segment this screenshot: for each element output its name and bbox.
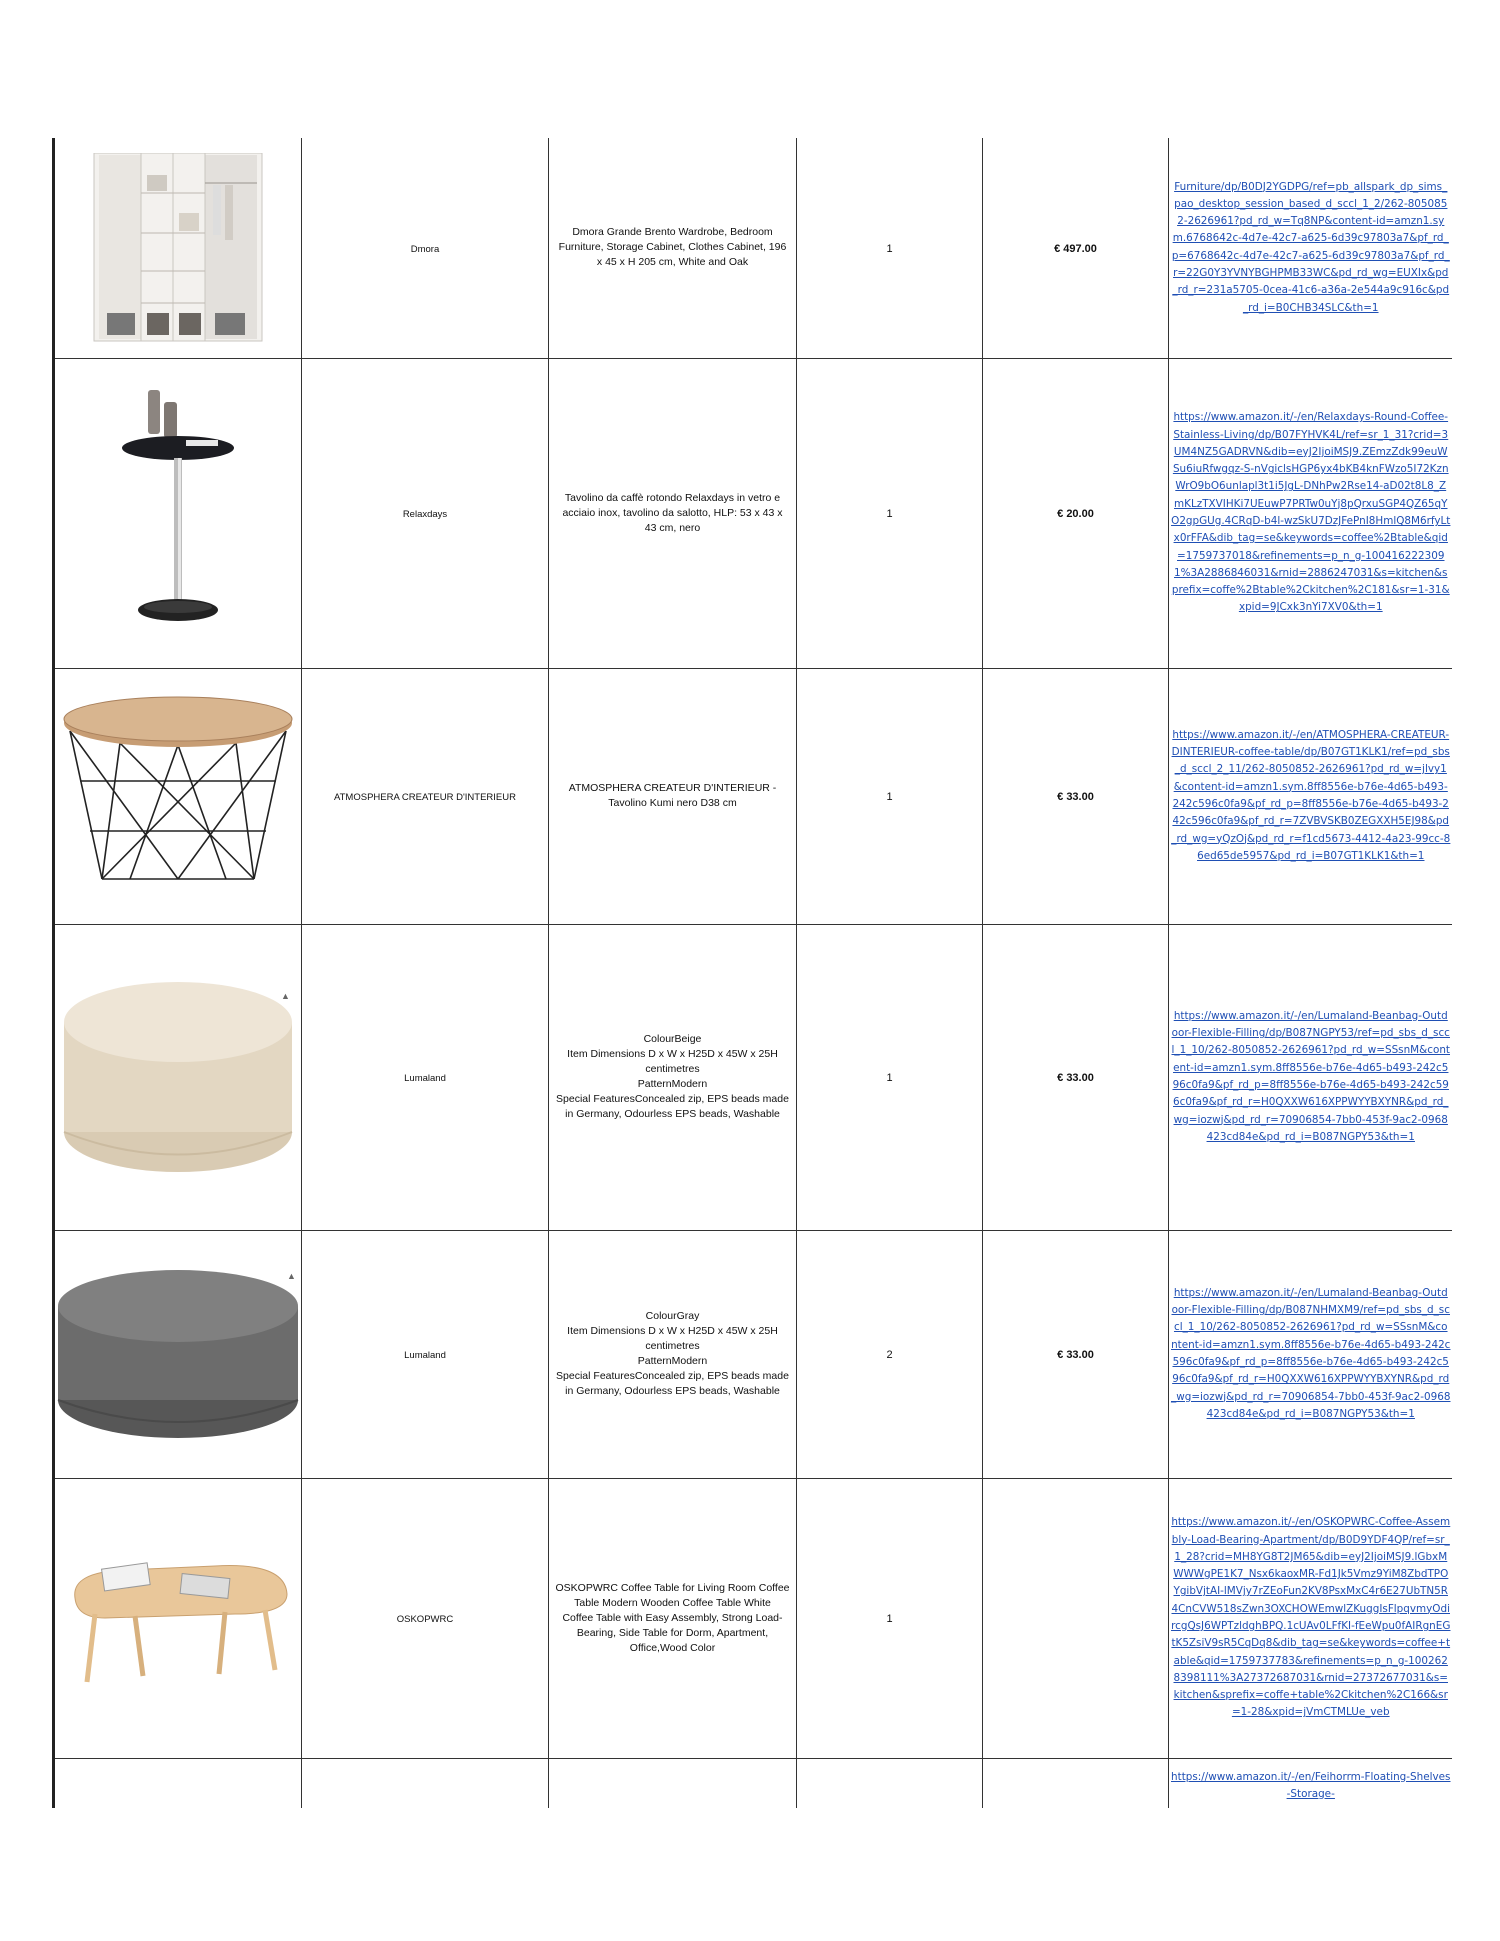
url-cell (1169, 138, 1453, 358)
description-line: Coffee Table with Easy Assembly, Strong Load- (562, 1611, 783, 1624)
description-line: Furniture, Storage Cabinet, Clothes Cabinet, 196 (558, 241, 787, 254)
description-line: centimetres (645, 1340, 700, 1352)
table-row (54, 924, 1453, 1230)
product-link[interactable]: Furniture/dp/B0DJ2YGDPG/ref=pb_allspark_dp_sims_pao_desktop_session_based_d_sccl_1_2/262-8050852-2626961?pd_rd_w=Tq8NP&content-id=amzn1.sym.6768642c-4d7e-42c7-a625-6d39c97803a7&pf_rd_p=6768642c-4d7e-42c7-a625-6d39c97803a7&pf_rd_r=22G0Y3YVNYBGHPMB33WC&pd_rd_wg=EUXIx&pd_rd_r=231a5705-0cea-41c6-a36a-2e544a9c916c&pd_rd_i=B0CHB34SLC&th=1 (1171, 180, 1450, 314)
description-text (549, 781, 796, 811)
brand-cell (302, 1230, 549, 1478)
quantity-value: 1 (886, 242, 893, 255)
quantity-cell (797, 138, 983, 358)
brand-text: Relaxdays (402, 509, 448, 520)
table-row (54, 1758, 1453, 1808)
quantity-cell (797, 668, 983, 924)
url-cell (1169, 668, 1453, 924)
price-cell (983, 924, 1169, 1230)
price-cell (983, 1758, 1169, 1808)
product-image-cell (54, 138, 302, 358)
description-line: x 45 x H 205 cm, White and Oak (596, 256, 749, 269)
price-value: € 33.00 (1057, 1072, 1094, 1084)
brand-cell (302, 1758, 549, 1808)
description-text (549, 1032, 796, 1122)
description-cell (549, 358, 797, 668)
table-row (54, 668, 1453, 924)
brand-text: Lumaland (404, 1073, 446, 1084)
description-line: ColourBeige (643, 1033, 702, 1045)
table-row (54, 138, 1453, 358)
url-cell (1169, 1758, 1453, 1808)
product-image-cell (54, 1478, 302, 1758)
brand-text: OSKOPWRC (396, 1614, 454, 1625)
brand-cell (302, 358, 549, 668)
quantity-value: 1 (886, 791, 893, 803)
price-value: € 33.00 (1057, 1349, 1094, 1361)
description-line: centimetres (645, 1063, 700, 1075)
quantity-cell (797, 1758, 983, 1808)
description-line: Special FeaturesConcealed zip, EPS beads made (556, 1370, 789, 1382)
table-row (54, 1230, 1453, 1478)
description-line: Table Modern Wooden Coffee Table White (574, 1596, 771, 1609)
quantity-value: 1 (886, 1072, 893, 1084)
brand-cell (302, 924, 549, 1230)
description-line: acciaio inox, tavolino da salotto, HLP: 53 x 43 x (562, 506, 783, 519)
description-line: PatternModern (637, 1078, 708, 1090)
description-cell (549, 1230, 797, 1478)
quantity-cell (797, 1230, 983, 1478)
lock-icon: ▲ (287, 1270, 296, 1281)
description-text (549, 225, 796, 270)
product-link[interactable]: https://www.amazon.it/-/en/Feihorrm-Floating-Shelves-Storage- (1171, 1770, 1451, 1800)
product-link[interactable]: https://www.amazon.it/-/en/ATMOSPHERA-CREATEUR-DINTERIEUR-coffee-table/dp/B07GT1KLK1/ref=pd_sbs_d_sccl_2_11/262-8050852-2626961?pd_rd_w=jlvy1&content-id=amzn1.sym.8ff8556e-b76e-4d65-b493-242c596c0fa9&pf_rd_p=8ff8556e-b76e-4d65-b493-242c596c0fa9&pf_rd_r=7ZVBVSKB0ZEGXXH5EJ98&pd_rd_wg=yQzOj&pd_rd_r=f1cd5673-4412-4a23-99cc-86ed65de5957&pd_rd_i=B07GT1KLK1&th=1 (1171, 728, 1451, 862)
lock-icon: ▲ (281, 990, 290, 1001)
product-image-cell (54, 924, 302, 1230)
url-cell (1169, 1230, 1453, 1478)
product-link[interactable]: https://www.amazon.it/-/en/Lumaland-Beanbag-Outdoor-Flexible-Filling/dp/B087NGPY53/ref=pd_sbs_d_sccl_1_10/262-8050852-2626961?pd_rd_w=SSsnM&content-id=amzn1.sym.8ff8556e-b76e-4d65-b493-242c596c0fa9&pf_rd_p=8ff8556e-b76e-4d65-b493-242c596c0fa9&pf_rd_r=H0QXXW616XPPWYYBXYNR&pd_rd_wg=iozwj&pd_rd_r=70906854-7bb0-453f-9ac2-0968423cd84e&pd_rd_i=B087NGPY53&th=1 (1171, 1009, 1450, 1143)
url-cell (1169, 924, 1453, 1230)
description-cell (549, 1478, 797, 1758)
product-link[interactable]: https://www.amazon.it/-/en/Lumaland-Beanbag-Outdoor-Flexible-Filling/dp/B087NHMXM9/ref=pd_sbs_d_sccl_1_10/262-8050852-2626961?pd_rd_w=SSsnM&content-id=amzn1.sym.8ff8556e-b76e-4d65-b493-242c596c0fa9&pf_rd_p=8ff8556e-b76e-4d65-b493-242c596c0fa9&pf_rd_r=H0QXXW616XPPWYYBXYNR&pd_rd_wg=iozwj&pd_rd_r=70906854-7bb0-453f-9ac2-0968423cd84e&pd_rd_i=B087NGPY53&th=1 (1171, 1286, 1451, 1420)
quantity-value: 1 (886, 1613, 893, 1625)
price-value: € 497.00 (1054, 242, 1097, 255)
side-table-icon (118, 388, 238, 638)
product-link[interactable]: https://www.amazon.it/-/en/Relaxdays-Round-Coffee-Stainless-Living/dp/B07FYHVK4L/ref=sr_1_31?crid=3UM4NZ5GADRVN&dib=eyJ2IjoiMSJ9.ZEmzZdk99euWSu6iuRfwgqz-S-nVgiclsHGP6yx4bKB4knFWzo5I72KznWrO9bO6unlapl3t1i5JgL-DNhPw2Rse14-aD02t8L8_ZmKLzTXVIHKi7UEuwP7PRTw0uYj8pQrxuSGP4QZ65qYO2gpGUg.4CRqD-b4l-wzSkU7DzJFePnI8HmlQ8M6rfyLtx0rFFA&dib_tag=se&keywords=coffee%2Btable&qid=1759737018&refinements=p_n_g-1004162223091%3A2886846031&rnid=2886247031&s=kitchen&sprefix=coffe%2Btable%2Ckitchen%2C181&sr=1-31&xpid=9JCxk3nYi7XV0&th=1 (1171, 411, 1451, 614)
product-table (52, 138, 1452, 1808)
price-cell (983, 1478, 1169, 1758)
table-row (54, 358, 1453, 668)
brand-cell (302, 1478, 549, 1758)
description-line: OSKOPWRC Coffee Table for Living Room Coffee (555, 1581, 790, 1594)
table-row (54, 1478, 1453, 1758)
description-cell (549, 924, 797, 1230)
description-text (549, 491, 796, 536)
price-cell (983, 1230, 1169, 1478)
product-image-cell (54, 668, 302, 924)
description-line: Dmora Grande Brento Wardrobe, Bedroom (572, 226, 773, 239)
brand-cell (302, 138, 549, 358)
description-cell (549, 1758, 797, 1808)
description-line: 43 cm, nero (644, 521, 701, 534)
price-cell (983, 138, 1169, 358)
price-value: € 33.00 (1057, 791, 1094, 803)
description-line: Item Dimensions D x W x H25D x 45W x 25H (567, 1325, 778, 1337)
description-line: Bearing, Side Table for Dorm, Apartment, (576, 1626, 769, 1639)
description-line: Item Dimensions D x W x H25D x 45W x 25H (567, 1048, 778, 1060)
price-value: € 20.00 (1057, 508, 1094, 520)
price-cell (983, 668, 1169, 924)
description-text (549, 1581, 796, 1656)
description-line: Tavolino da caffè rotondo Relaxdays in vetro e (564, 491, 781, 504)
description-line: Office,Wood Color (629, 1641, 716, 1654)
beige-pouf-icon (60, 972, 296, 1182)
description-line: Special FeaturesConcealed zip, EPS beads made (556, 1093, 789, 1105)
url-cell (1169, 1478, 1453, 1758)
product-table-sheet (52, 138, 1452, 1808)
description-cell (549, 138, 797, 358)
brand-cell (302, 668, 549, 924)
product-image-cell (54, 1758, 302, 1808)
wardrobe-icon (93, 153, 263, 343)
url-cell (1169, 358, 1453, 668)
description-line: in Germany, Odourless EPS beads, Washable (565, 1108, 780, 1120)
description-text (549, 1309, 796, 1399)
quantity-cell (797, 924, 983, 1230)
brand-text: Lumaland (404, 1350, 446, 1361)
quantity-cell (797, 358, 983, 668)
product-image-cell (54, 1230, 302, 1478)
wire-basket-table-icon (60, 691, 296, 901)
product-link[interactable]: https://www.amazon.it/-/en/OSKOPWRC-Coffee-Assembly-Load-Bearing-Apartment/dp/B0D9YDF4QP/ref=sr_1_28?crid=MH8YG8T2JM65&dib=eyJ2IjoiMSJ9.lGbxMWWWgPE1K7_Nsx6kaoxMR-Fd1Jk5Vmz9YiM8ZbdTPOYgibVjtAI-lMVjy7rZEoFun2KV8PsxMxC4r6E27UbTN5R4CnCVW518sZwn3OXCHOWEmwlZKuggIsFlpqvmyOdircgQsJ6WPTzldghBPQ.1cUAv0LFfKI-fEeWpu0fAIRgnEGtK5ZsiV9sR5CqDq8&dib_tag=se&keywords=coffee+table&qid=1759737783&refinements=p_n_g-1002628398111%3A27372687031&rnid=27372677031&s=kitchen&sprefix=coffe+table%2Ckitchen%2C166&sr=1-28&xpid=jVmCTMLUe_veb (1171, 1516, 1451, 1719)
quantity-value: 2 (886, 1349, 893, 1361)
description-line: ATMOSPHERA CREATEUR D'INTERIEUR - (568, 782, 777, 794)
description-line: PatternModern (637, 1355, 708, 1367)
description-line: Tavolino Kumi nero D38 cm (608, 797, 737, 809)
description-line: ColourGray (645, 1310, 700, 1322)
gray-pouf-icon (56, 1264, 300, 1444)
quantity-cell (797, 1478, 983, 1758)
product-image-cell (54, 358, 302, 668)
description-line: in Germany, Odourless EPS beads, Washable (565, 1385, 780, 1397)
price-cell (983, 358, 1169, 668)
description-cell (549, 668, 797, 924)
brand-text: ATMOSPHERA CREATEUR D'INTERIEUR (334, 792, 516, 803)
brand-text: Dmora (410, 243, 440, 255)
wooden-coffee-table-icon (65, 1548, 291, 1688)
quantity-value: 1 (886, 508, 893, 520)
